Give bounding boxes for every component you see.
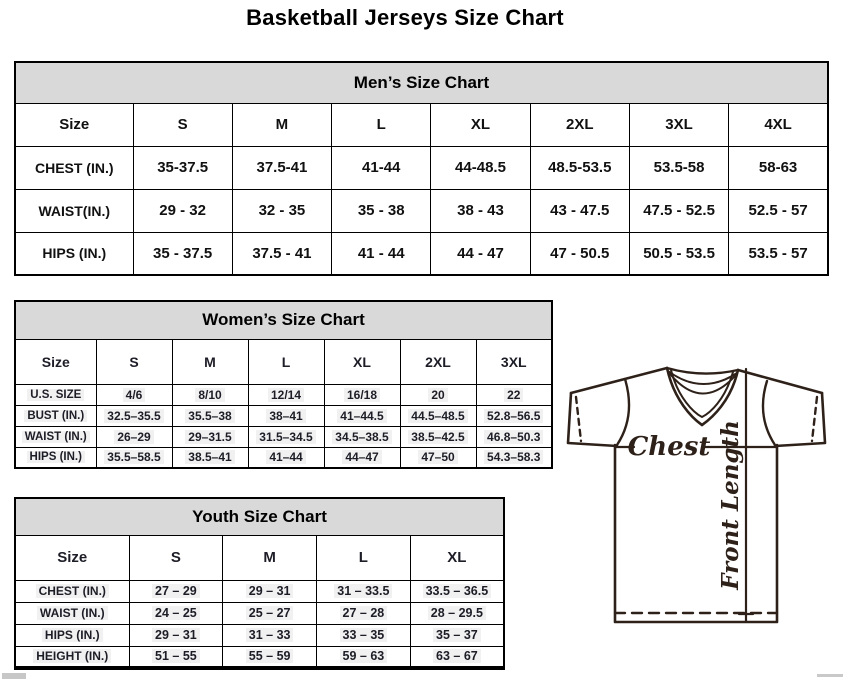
measurement-value: 31.5–34.5 xyxy=(248,426,324,447)
size-option-header: 3XL xyxy=(629,103,728,146)
measurement-label: WAIST (IN.) xyxy=(15,426,96,447)
measurement-label: WAIST (IN.) xyxy=(15,602,129,624)
size-option-header: L xyxy=(332,103,431,146)
measurement-label: WAIST(IN.) xyxy=(15,189,133,232)
measurement-value: 4/6 xyxy=(96,384,172,405)
measurement-value: 8/10 xyxy=(172,384,248,405)
measurement-row xyxy=(15,405,552,426)
scrollbar-fragment-left xyxy=(2,673,26,679)
measurement-value: 35 – 37 xyxy=(410,624,504,646)
measurement-value: 35 - 38 xyxy=(332,189,431,232)
measurement-value: 43 - 47.5 xyxy=(530,189,629,232)
measurement-value: 47–50 xyxy=(400,447,476,468)
size-option-header: XL xyxy=(410,535,504,580)
jersey-collar-top xyxy=(667,368,738,374)
measurement-value: 33.5 – 36.5 xyxy=(410,580,504,602)
size-column-label: Size xyxy=(15,535,129,580)
measurement-value: 34.5–38.5 xyxy=(324,426,400,447)
size-option-header: S xyxy=(96,339,172,384)
measurement-value: 25 – 27 xyxy=(223,602,317,624)
measurement-label: CHEST (IN.) xyxy=(15,146,133,189)
measurement-value: 16/18 xyxy=(324,384,400,405)
womens-size-chart-table xyxy=(14,300,553,469)
measurement-value: 41–44 xyxy=(248,447,324,468)
measurement-value: 12/14 xyxy=(248,384,324,405)
women-section-header: Women’s Size Chart xyxy=(15,301,552,339)
jersey-left-shoulder xyxy=(571,368,667,393)
measurement-value: 22 xyxy=(476,384,552,405)
measurement-row xyxy=(15,580,504,602)
measurement-value: 27 – 28 xyxy=(317,602,411,624)
measurement-value: 33 – 35 xyxy=(317,624,411,646)
measurement-row xyxy=(15,146,828,189)
jersey-right-cuff-stitch xyxy=(812,397,817,441)
jersey-right-armhole xyxy=(763,381,775,445)
measurement-value: 32.5–35.5 xyxy=(96,405,172,426)
size-option-header: M xyxy=(172,339,248,384)
measurement-value: 41–44.5 xyxy=(324,405,400,426)
jersey-left-cuff-stitch xyxy=(576,397,581,441)
measurement-label: HIPS (IN.) xyxy=(15,447,96,468)
measurement-value: 51 – 55 xyxy=(129,646,223,668)
measurement-value: 47 - 50.5 xyxy=(530,232,629,275)
measurement-value: 37.5 - 41 xyxy=(232,232,331,275)
jersey-measurement-diagram xyxy=(552,356,842,632)
measurement-value: 59 – 63 xyxy=(317,646,411,668)
size-option-header: 2XL xyxy=(400,339,476,384)
measurement-row xyxy=(15,646,504,668)
measurement-value: 24 – 25 xyxy=(129,602,223,624)
jersey-right-shoulder xyxy=(738,370,822,393)
size-option-header: L xyxy=(248,339,324,384)
measurement-label: U.S. SIZE xyxy=(15,384,96,405)
size-option-header: 3XL xyxy=(476,339,552,384)
measurement-value: 28 – 29.5 xyxy=(410,602,504,624)
youth-section-header: Youth Size Chart xyxy=(15,498,504,535)
measurement-value: 38 - 43 xyxy=(431,189,530,232)
measurement-value: 35-37.5 xyxy=(133,146,232,189)
measurement-label: BUST (IN.) xyxy=(15,405,96,426)
size-option-header: S xyxy=(133,103,232,146)
front-length-label: Front Length xyxy=(717,420,744,590)
measurement-value: 54.3–58.3 xyxy=(476,447,552,468)
measurement-value: 41 - 44 xyxy=(332,232,431,275)
measurement-value: 52.5 - 57 xyxy=(729,189,828,232)
measurement-value: 31 – 33.5 xyxy=(317,580,411,602)
youth-size-chart-table xyxy=(14,497,505,670)
measurement-value: 38.5–42.5 xyxy=(400,426,476,447)
measurement-value: 26–29 xyxy=(96,426,172,447)
measurement-value: 52.8–56.5 xyxy=(476,405,552,426)
measurement-value: 53.5 - 57 xyxy=(729,232,828,275)
measurement-value: 44–47 xyxy=(324,447,400,468)
measurement-row xyxy=(15,426,552,447)
measurement-value: 50.5 - 53.5 xyxy=(629,232,728,275)
measurement-row xyxy=(15,602,504,624)
mens-size-chart-table xyxy=(14,61,829,276)
measurement-label: HIPS (IN.) xyxy=(15,624,129,646)
measurement-row xyxy=(15,384,552,405)
measurement-value: 46.8–50.3 xyxy=(476,426,552,447)
chest-label: Chest xyxy=(627,432,711,462)
scrollbar-fragment-right xyxy=(817,674,843,677)
size-option-header: 2XL xyxy=(530,103,629,146)
measurement-value: 32 - 35 xyxy=(232,189,331,232)
measurement-value: 48.5-53.5 xyxy=(530,146,629,189)
size-option-header: M xyxy=(223,535,317,580)
size-column-label: Size xyxy=(15,103,133,146)
measurement-value: 53.5-58 xyxy=(629,146,728,189)
size-option-header: XL xyxy=(324,339,400,384)
measurement-value: 44.5–48.5 xyxy=(400,405,476,426)
measurement-value: 29 - 32 xyxy=(133,189,232,232)
size-option-header: L xyxy=(317,535,411,580)
measurement-value: 47.5 - 52.5 xyxy=(629,189,728,232)
measurement-value: 63 – 67 xyxy=(410,646,504,668)
measurement-value: 35.5–58.5 xyxy=(96,447,172,468)
size-column-label: Size xyxy=(15,339,96,384)
measurement-value: 44-48.5 xyxy=(431,146,530,189)
measurement-value: 35.5–38 xyxy=(172,405,248,426)
men-section-header: Men’s Size Chart xyxy=(15,62,828,103)
measurement-value: 37.5-41 xyxy=(232,146,331,189)
measurement-value: 20 xyxy=(400,384,476,405)
measurement-label: HEIGHT (IN.) xyxy=(15,646,129,668)
measurement-value: 38–41 xyxy=(248,405,324,426)
measurement-value: 38.5–41 xyxy=(172,447,248,468)
measurement-label: CHEST (IN.) xyxy=(15,580,129,602)
page-title: Basketball Jerseys Size Chart xyxy=(246,5,564,30)
measurement-value: 29–31.5 xyxy=(172,426,248,447)
measurement-row xyxy=(15,624,504,646)
measurement-row xyxy=(15,189,828,232)
measurement-value: 31 – 33 xyxy=(223,624,317,646)
measurement-value: 58-63 xyxy=(729,146,828,189)
measurement-value: 29 – 31 xyxy=(223,580,317,602)
size-option-header: M xyxy=(232,103,331,146)
size-option-header: 4XL xyxy=(729,103,828,146)
measurement-row xyxy=(15,232,828,275)
size-option-header: S xyxy=(129,535,223,580)
measurement-value: 27 – 29 xyxy=(129,580,223,602)
size-option-header: XL xyxy=(431,103,530,146)
measurement-value: 29 – 31 xyxy=(129,624,223,646)
measurement-row xyxy=(15,447,552,468)
measurement-value: 55 – 59 xyxy=(223,646,317,668)
measurement-label: HIPS (IN.) xyxy=(15,232,133,275)
measurement-value: 44 - 47 xyxy=(431,232,530,275)
jersey-body-outline xyxy=(615,445,777,622)
measurement-value: 35 - 37.5 xyxy=(133,232,232,275)
measurement-value: 41-44 xyxy=(332,146,431,189)
